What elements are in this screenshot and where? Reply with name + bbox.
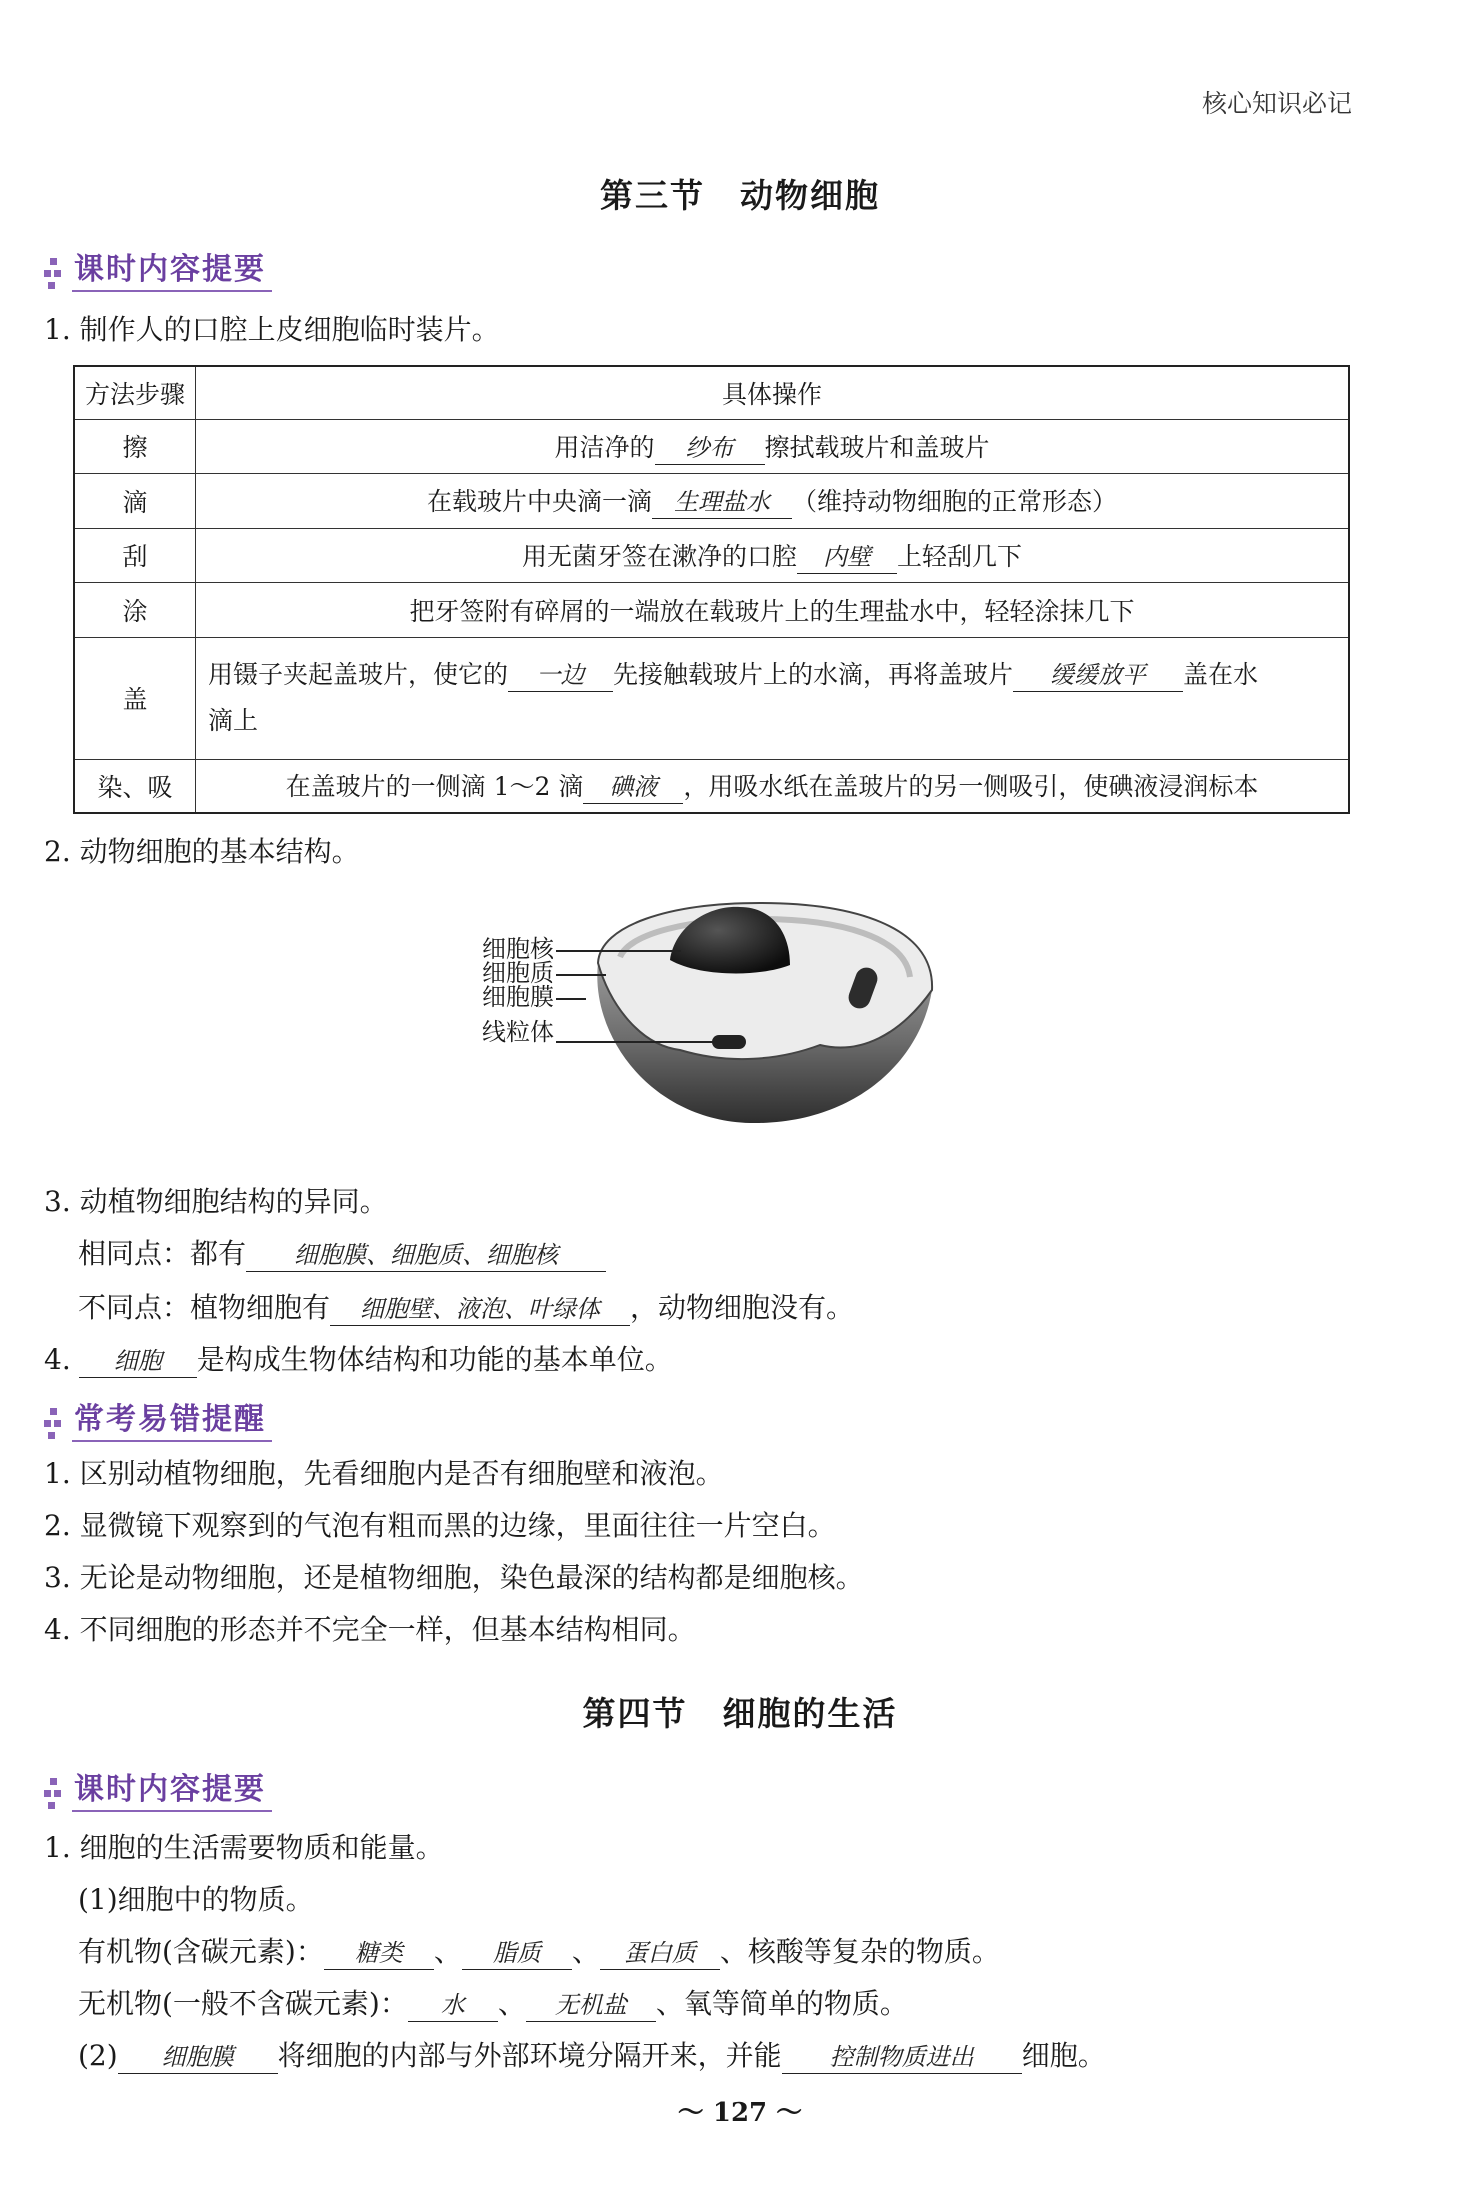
answer-blank: 内壁 bbox=[797, 541, 897, 574]
pointer-line bbox=[556, 998, 586, 1000]
separator: 、 bbox=[433, 1935, 462, 1968]
answer-blank: 生理盐水 bbox=[652, 486, 792, 519]
tag-lesson-summary bbox=[44, 242, 272, 292]
diff-points-line bbox=[78, 1288, 854, 1328]
operation-cell bbox=[196, 473, 1350, 528]
op-text: （维持动物细胞的正常形态） bbox=[792, 487, 1118, 516]
op-text: 先接触载玻片上的水滴，再将盖玻片 bbox=[613, 660, 1014, 689]
inorganic-label: 无机物(一般不含碳元素)： bbox=[78, 1987, 408, 2020]
answer-blank: 纱布 bbox=[655, 432, 765, 465]
answer-blank: 细胞 bbox=[79, 1345, 197, 1378]
tag-label: 常考易错提醒 bbox=[72, 1394, 272, 1442]
same-points-line bbox=[78, 1234, 606, 1274]
animal-cell-illustration bbox=[560, 885, 950, 1155]
section4-title: 第四节 细胞的生活 bbox=[582, 1694, 898, 1733]
answer-blank: 一边 bbox=[508, 659, 613, 692]
page-number: ～ 127 ～ bbox=[677, 2098, 803, 2128]
tag-label: 课时内容提要 bbox=[72, 244, 272, 292]
step-cell: 擦 bbox=[74, 419, 196, 473]
pointer-line bbox=[556, 950, 681, 952]
label-membrane: 细胞膜 bbox=[482, 983, 554, 1011]
step-cell: 染、吸 bbox=[74, 759, 196, 813]
answer-blank: 脂质 bbox=[462, 1937, 572, 1970]
sub-2-text: 将细胞的内部与外部环境分隔开来，并能 bbox=[277, 2039, 782, 2072]
answer-blank: 控制物质进出 bbox=[782, 2041, 1022, 2074]
answer-blank: 细胞膜 bbox=[118, 2041, 278, 2074]
organic-suffix: 、核酸等复杂的物质。 bbox=[719, 1935, 1000, 1968]
reminder-4: 4. 不同细胞的形态并不完全一样，但基本结构相同。 bbox=[44, 1613, 696, 1646]
tag-dots-icon bbox=[44, 1402, 64, 1442]
answer-blank: 蛋白质 bbox=[600, 1937, 720, 1970]
organic-label: 有机物(含碳元素)： bbox=[78, 1935, 324, 1968]
item-4 bbox=[44, 1340, 673, 1380]
op-text: 在盖玻片的一侧滴 1～2 滴 bbox=[285, 772, 584, 802]
reminder-2: 2. 显微镜下观察到的气泡有粗而黑的边缘，里面往往一片空白。 bbox=[44, 1509, 836, 1542]
table-row bbox=[74, 582, 1349, 637]
reminder-3: 3. 无论是动物细胞，还是植物细胞，染色最深的结构都是细胞核。 bbox=[44, 1561, 864, 1594]
same-label: 相同点：都有 bbox=[78, 1237, 247, 1270]
table-row bbox=[74, 637, 1349, 759]
pointer-line bbox=[556, 974, 606, 976]
tag-dots-icon bbox=[44, 252, 64, 292]
item-2: 2. 动物细胞的基本结构。 bbox=[44, 835, 360, 868]
op-text: 擦拭载玻片和盖玻片 bbox=[764, 432, 990, 462]
operation-cell bbox=[196, 528, 1350, 582]
diff-label: 不同点：植物细胞有 bbox=[78, 1291, 331, 1324]
s4-item-1: 1. 细胞的生活需要物质和能量。 bbox=[44, 1831, 444, 1864]
step-cell: 滴 bbox=[74, 473, 196, 528]
operation-cell bbox=[196, 759, 1350, 813]
procedure-table bbox=[73, 365, 1350, 814]
table-row bbox=[74, 419, 1349, 473]
label-nucleus: 细胞核 bbox=[482, 935, 554, 963]
pointer-line bbox=[556, 1041, 716, 1043]
op-text: 用无菌牙签在漱净的口腔 bbox=[521, 541, 797, 571]
table-header-row bbox=[74, 366, 1349, 419]
label-mitochondria: 线粒体 bbox=[482, 1018, 554, 1046]
organic-line bbox=[78, 1932, 1000, 1972]
table-row bbox=[74, 473, 1349, 528]
table-row bbox=[74, 528, 1349, 582]
item-1: 1. 制作人的口腔上皮细胞临时装片。 bbox=[44, 313, 500, 346]
tag-common-mistakes bbox=[44, 1392, 272, 1442]
header-corner-title: 核心知识必记 bbox=[1201, 89, 1352, 118]
section3-title: 第三节 动物细胞 bbox=[600, 176, 880, 215]
step-cell: 盖 bbox=[74, 637, 196, 759]
inorganic-line bbox=[78, 1984, 908, 2024]
op-text: 盖在水 bbox=[1183, 660, 1259, 689]
item-4-number: 4. bbox=[44, 1343, 71, 1376]
tag-label: 课时内容提要 bbox=[72, 1764, 272, 1812]
diff-suffix: ，动物细胞没有。 bbox=[630, 1291, 855, 1324]
item-3: 3. 动植物细胞结构的异同。 bbox=[44, 1185, 388, 1218]
answer-blank: 细胞壁、液泡、叶绿体 bbox=[330, 1293, 630, 1326]
table-row bbox=[74, 759, 1349, 813]
op-text: 上轻刮几下 bbox=[897, 541, 1023, 571]
answer-blank: 细胞膜、细胞质、细胞核 bbox=[246, 1239, 606, 1272]
operation-cell bbox=[196, 637, 1350, 759]
op-text: 用镊子夹起盖玻片，使它的 bbox=[208, 660, 509, 689]
separator: 、 bbox=[497, 1987, 526, 2020]
answer-blank: 水 bbox=[408, 1989, 498, 2022]
op-text: 滴上 bbox=[208, 706, 259, 735]
step-cell: 涂 bbox=[74, 582, 196, 637]
tag-dots-icon bbox=[44, 1772, 64, 1812]
answer-blank: 糖类 bbox=[324, 1937, 434, 1970]
reminder-1: 1. 区别动植物细胞，先看细胞内是否有细胞壁和液泡。 bbox=[44, 1457, 724, 1490]
header-operation: 具体操作 bbox=[196, 366, 1350, 419]
operation-cell bbox=[196, 419, 1350, 473]
op-text: 在载玻片中央滴一滴 bbox=[426, 487, 652, 516]
op-text: ，用吸水纸在盖玻片的另一侧吸引，使碘液浸润标本 bbox=[683, 772, 1259, 802]
item-4-text: 是构成生物体结构和功能的基本单位。 bbox=[196, 1343, 673, 1376]
tag-lesson-summary bbox=[44, 1762, 272, 1812]
label-cytoplasm: 细胞质 bbox=[482, 959, 554, 987]
operation-cell: 把牙签附有碎屑的一端放在载玻片上的生理盐水中，轻轻涂抹几下 bbox=[196, 582, 1350, 637]
answer-blank: 无机盐 bbox=[526, 1989, 656, 2022]
s4-sub-2 bbox=[78, 2036, 1106, 2076]
s4-sub-1: (1)细胞中的物质。 bbox=[78, 1883, 314, 1916]
inorganic-suffix: 、氧等简单的物质。 bbox=[655, 1987, 908, 2020]
answer-blank: 缓缓放平 bbox=[1013, 659, 1183, 692]
separator: 、 bbox=[571, 1935, 600, 1968]
header-step: 方法步骤 bbox=[74, 366, 196, 419]
step-cell: 刮 bbox=[74, 528, 196, 582]
sub-2-number: (2) bbox=[78, 2039, 118, 2072]
op-text: 用洁净的 bbox=[554, 432, 655, 462]
sub-2-suffix: 细胞。 bbox=[1021, 2039, 1106, 2072]
answer-blank: 碘液 bbox=[583, 771, 683, 804]
